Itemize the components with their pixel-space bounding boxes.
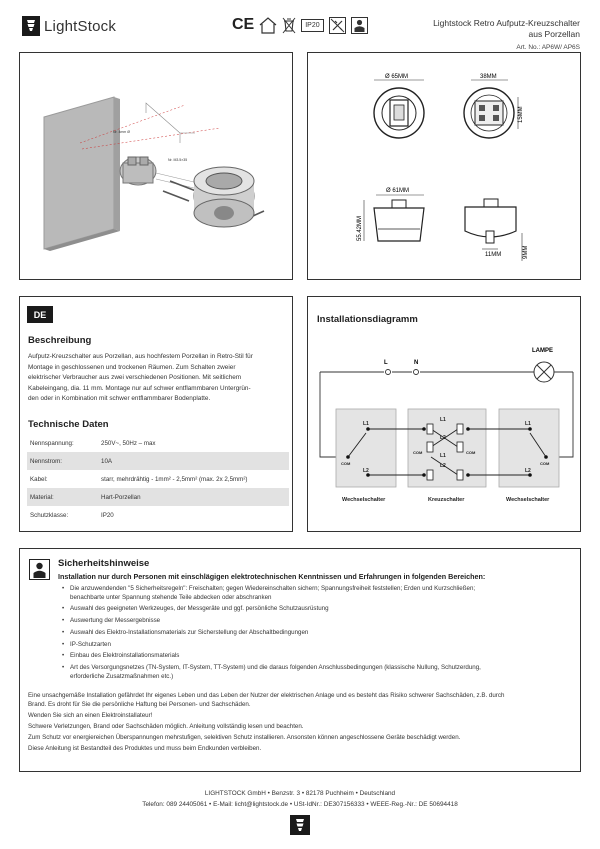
spec-key: Nennspannung:: [30, 439, 74, 447]
lightbulb-logo-icon: [22, 16, 40, 36]
back-view: [464, 74, 524, 138]
brand-logo: [22, 16, 116, 36]
line-L-label: L: [384, 360, 388, 366]
safety-paragraph: Eine unsachgemäße Installation gefährdet Ihr eigenes Leben und das Leben der Nutzer der elektrischen Anlage und es besteht das Risiko schwerer Sachschäden, z.B. durch Brand. Es droht für Sie die persönliche Haftung bei Personen- und Sachschäden.: [28, 692, 505, 708]
switch-label-middle: Kreuzschalter: [428, 497, 465, 503]
lamp-icon: [534, 362, 554, 382]
dim-diameter-61: Ø 61MM: [386, 188, 410, 194]
description-line: Aufputz-Kreuzschalter aus Porzellan, aus hochfestem Porzellan in Retro-Stil für: [28, 353, 253, 360]
footer-address: LIGHTSTOCK GmbH • Benzstr. 3 • 82178 Puchheim • Deutschland: [204, 790, 396, 797]
ce-mark: CE: [232, 16, 255, 33]
article-number: Art. No.: AP6W/ AP6S: [516, 44, 580, 51]
description-line: den oder in Kombination mit schwer entflammbarer Bodenplatte.: [28, 395, 211, 402]
spec-value: starr, mehrdrähtig - 1mm² - 2,5mm² (max. 2x 2,5mm²): [101, 475, 248, 483]
front-view: [374, 74, 424, 138]
table-row: [27, 452, 289, 470]
list-item: • Auswertung der Messergebnisse: [62, 617, 574, 626]
description-text: [28, 352, 288, 405]
spec-key: Schutzklasse:: [30, 511, 69, 519]
footer-contact: Telefon: 089 24405061 • E-Mail: licht@lightstock.de • USt-IdNr.: DE307156333 • WEEE-Reg.-Nr.: DE 50694418: [142, 801, 458, 808]
description-line: Montage in geschlossenen und trockenen Räumen. Zum Schalten zweier: [28, 363, 236, 371]
right-l2-label: L2: [525, 468, 531, 474]
dim-diameter-65: Ø 65MM: [385, 74, 409, 80]
mid-com-right-label: COM: [466, 450, 476, 455]
mid-l1-label: L1: [440, 417, 446, 423]
spec-key: Kabel:: [30, 475, 48, 483]
mid-l2-label: L2: [440, 435, 446, 441]
right-l1-label: L1: [525, 421, 531, 427]
mounting-illustration: [19, 52, 293, 280]
safety-paragraphs: [28, 692, 576, 756]
list-item: • IP-Schutzarten: [62, 641, 574, 650]
ip20-badge: IP20: [301, 19, 323, 32]
wiring-diagram: [308, 297, 582, 533]
description-panel: [19, 296, 293, 532]
product-title-line2: aus Porzellan: [528, 29, 580, 39]
weee-bin-icon: [282, 17, 296, 34]
switch-label-right: Wechselschalter: [506, 497, 550, 503]
safety-subheading: Installation nur durch Personen mit einschlägigen elektrotechnischen Kenntnissen und Erfahrungen in folgenden Bereichen:: [58, 572, 486, 581]
safety-bullets: [62, 585, 574, 685]
indoor-use-icon: [259, 17, 277, 34]
description-line: elektrischer Verbraucher aus zwei verschiedenen Positionen. Mit seitlichem: [28, 374, 242, 381]
electrician-warning-icon: [29, 559, 50, 580]
description-heading: Beschreibung: [28, 335, 92, 346]
installation-heading: Installationsdiagramm: [317, 314, 418, 325]
lamp-label: LAMPE: [532, 348, 553, 354]
table-row: [27, 506, 289, 524]
table-row: [27, 470, 289, 488]
tech-data-heading: Technische Daten: [28, 419, 109, 430]
porcelain-housing-part: [194, 167, 254, 227]
safety-panel: [19, 548, 581, 772]
product-title-block: [433, 18, 580, 53]
dimension-drawings: [307, 52, 581, 280]
spec-value: Hart-Porzellan: [101, 493, 141, 501]
spec-value: 10A: [101, 457, 113, 465]
left-l1-label: L1: [363, 421, 369, 427]
product-title-line1: Lightstock Retro Aufputz-Kreuzschalter: [433, 18, 580, 28]
list-item: • Einbau des Elektroinstallationsmaterials: [62, 652, 574, 661]
table-row: [27, 434, 289, 452]
list-item: • Auswahl des Elektro-Installationsmaterials zur Sicherstellung der Abschaltbedingungen: [62, 629, 574, 638]
mid-l2b-label: L2: [440, 463, 446, 469]
explode-label-2: Nr. M3.5×35: [168, 158, 188, 162]
no-diy-icon: [329, 17, 346, 34]
switch-label-left: Wechselschalter: [342, 497, 386, 503]
mid-com-label: COM: [413, 450, 423, 455]
language-tag: DE: [27, 306, 53, 323]
neutral-N-label: N: [414, 360, 419, 366]
spec-key: Nennstrom:: [30, 457, 62, 465]
list-item: • Art des Versorgungsnetzes (TN-System, IT-System, TT-System) und die daraus folgenden Anschlussbedingungen (klassische Nullung, Schutzerdung, erforderliche Zusatzmaßnahmen etc.): [62, 664, 574, 681]
description-line: Kabeleingang, dia. 11 mm. Montage nur auf schwer entflammbaren Untergrün-: [28, 384, 251, 392]
safety-paragraph: Zum Schutz vor energiereichen Überspannungen mehrstufigen, selektiven Schutz installieren. Ansonsten können angeschlossene Geräte beschädigt werden.: [28, 734, 461, 742]
safety-paragraph: Wenden Sie sich an einen Elektroinstallateur!: [28, 711, 153, 719]
electrician-icon: [351, 17, 368, 34]
table-row: [27, 488, 289, 506]
bottom-view: [465, 199, 529, 261]
footer-logo-icon: [290, 815, 310, 835]
safety-paragraph: Diese Anleitung ist Bestandteil des Produktes und muss beim Endkunden verbleiben.: [28, 745, 262, 753]
dim-38mm: 38MM: [480, 74, 497, 80]
dim-55-42mm: 55.42MM: [357, 215, 363, 241]
certification-marks: [232, 16, 368, 34]
tech-data-table: [27, 434, 289, 524]
spec-value: IP20: [101, 511, 114, 519]
left-com-label: COM: [341, 461, 351, 466]
explode-label-1: Nr. 4mm Ø: [113, 130, 130, 134]
spec-value: 250V~, 50Hz – max: [101, 439, 156, 447]
dim-9mm: 9MM: [523, 245, 529, 259]
list-item: • Die anzuwendenden "5 Sicherheitsregeln": Freischalten; gegen Wiedereinschalten sichern; Spannungsfreiheit feststellen; Erden und Kurzschließen; benachbarte unter Spannung stehende Teile abdecken oder abschranken: [62, 585, 574, 602]
list-item: • Auswahl des geeigneten Werkzeuges, der Messgeräte und ggf. persönliche Schutzausrüstung: [62, 605, 574, 614]
installation-panel: [307, 296, 581, 532]
side-view: [357, 188, 424, 241]
spec-key: Material:: [30, 493, 54, 501]
left-l2-label: L2: [363, 468, 369, 474]
safety-paragraph: Schwere Verletzungen, Brand oder Sachschäden möglich. Anleitung vollständig lesen und beachten.: [28, 722, 304, 730]
dim-11mm: 11MM: [485, 252, 502, 258]
dim-15mm: 15MM: [518, 106, 524, 123]
brand-name: LightStock: [44, 17, 117, 35]
safety-heading: Sicherheitshinweise: [58, 558, 150, 569]
mid-l1b-label: L1: [440, 453, 446, 459]
right-com-label: COM: [540, 461, 550, 466]
